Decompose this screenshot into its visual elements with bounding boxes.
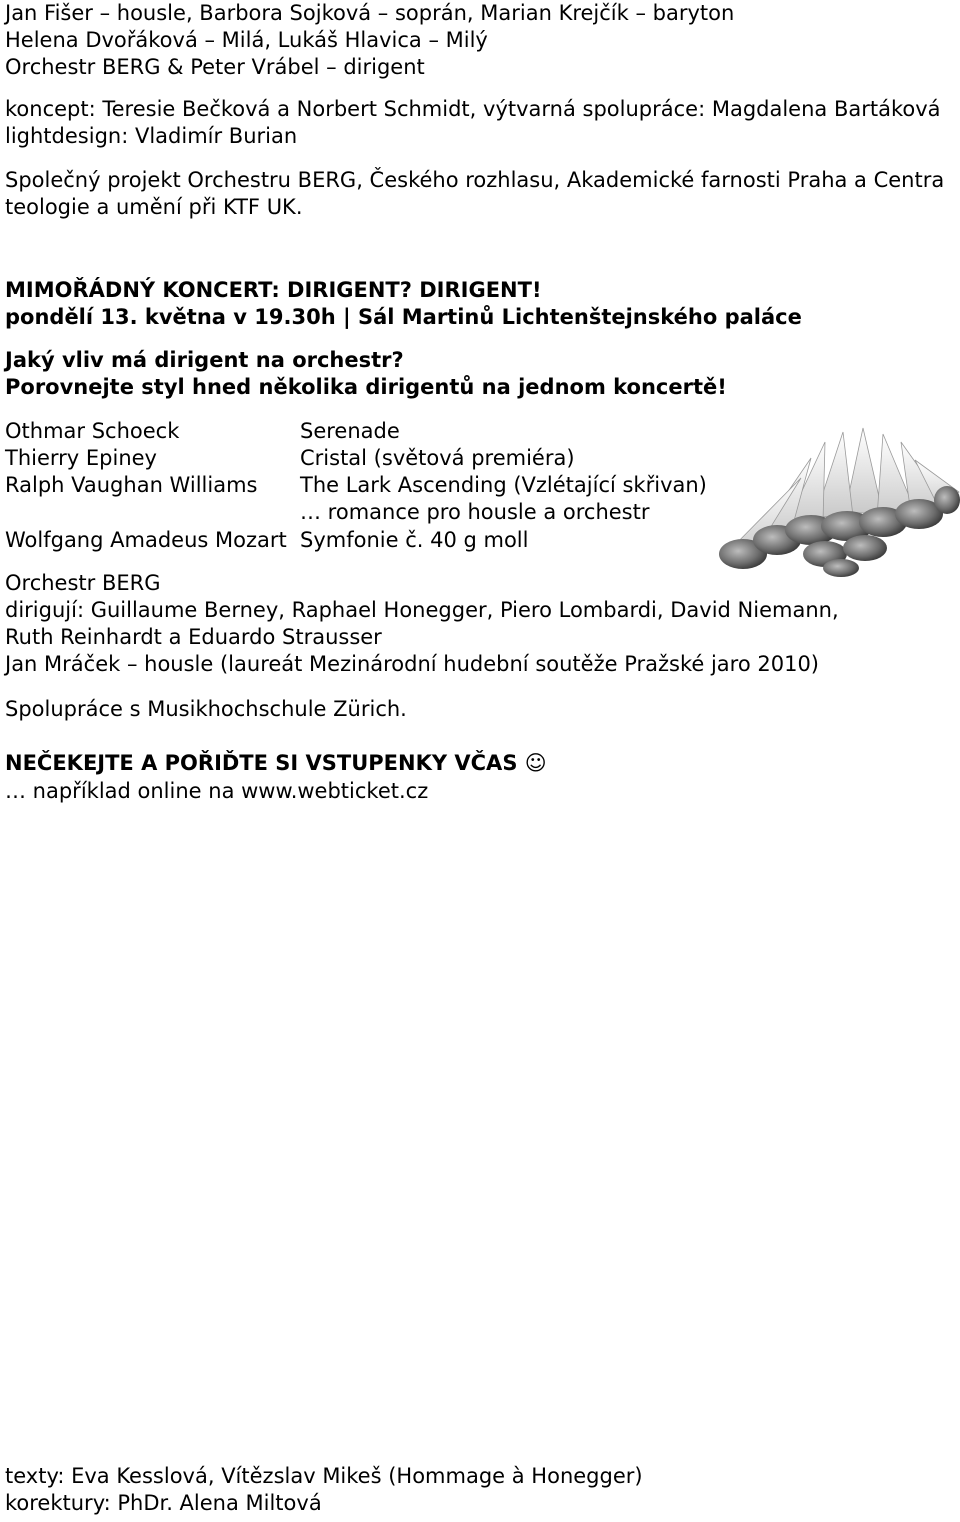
performers-soloist: Jan Mráček – housle (laureát Mezinárodní hudební soutěže Pražské jaro 2010) (5, 652, 819, 676)
cast-line-3: Orchestr BERG & Peter Vrábel – dirigent (5, 55, 425, 79)
program-composer: Ralph Vaughan Williams (5, 473, 258, 497)
program-work: Serenade (300, 419, 400, 443)
concert-question-2: Porovnejte styl hned několika dirigentů na jednom koncertě! (5, 375, 727, 399)
program-composer: Wolfgang Amadeus Mozart (5, 528, 287, 552)
credits-line-2: lightdesign: Vladimír Burian (5, 124, 298, 148)
concert-question-1: Jaký vliv má dirigent na orchestr? (5, 348, 404, 372)
performers-conductors-cont: Ruth Reinhardt a Eduardo Strausser (5, 625, 382, 649)
performers-conductors: dirigují: Guillaume Berney, Raphael Honegger, Piero Lombardi, David Niemann, (5, 598, 839, 622)
cooperation-note: Spolupráce s Musikhochschule Zürich. (5, 697, 407, 721)
program-work: … romance pro housle a orchestr (300, 500, 650, 524)
program-composer: Othmar Schoeck (5, 419, 180, 443)
project-line-2: teologie a umění při KTF UK. (5, 195, 303, 219)
cast-line-2: Helena Dvořáková – Milá, Lukáš Hlavica – Milý (5, 28, 488, 52)
credits-line-1: koncept: Teresie Bečková a Norbert Schmidt, výtvarná spolupráce: Magdalena Bartáková (5, 97, 941, 121)
tickets-headline: NEČEKEJTE A POŘIĎTE SI VSTUPENKY VČAS ☺ (5, 751, 547, 775)
footer-texts: texty: Eva Kesslová, Vítězslav Mikeš (Hommage à Honegger) (5, 1464, 643, 1488)
program-work: Symfonie č. 40 g moll (300, 528, 529, 552)
program-composer: Thierry Epiney (5, 446, 157, 470)
project-line-1: Společný projekt Orchestru BERG, Českého rozhlasu, Akademické farnosti Praha a Centra (5, 168, 945, 192)
tickets-online-link[interactable]: … například online na www.webticket.cz (5, 779, 429, 803)
decorative-fan-illustration (715, 422, 960, 577)
footer-proofreading: korektury: PhDr. Alena Miltová (5, 1491, 322, 1515)
cast-line-1: Jan Fišer – housle, Barbora Sojková – soprán, Marian Krejčík – baryton (5, 1, 735, 25)
program-work: Cristal (světová premiéra) (300, 446, 575, 470)
program-work: The Lark Ascending (Vzlétající skřivan) (300, 473, 707, 497)
concert-date-venue: pondělí 13. května v 19.30h | Sál Martinů Lichtenštejnského paláce (5, 305, 802, 329)
performers-orchestra: Orchestr BERG (5, 571, 161, 595)
concert-title: MIMOŘÁDNÝ KONCERT: DIRIGENT? DIRIGENT! (5, 278, 542, 302)
